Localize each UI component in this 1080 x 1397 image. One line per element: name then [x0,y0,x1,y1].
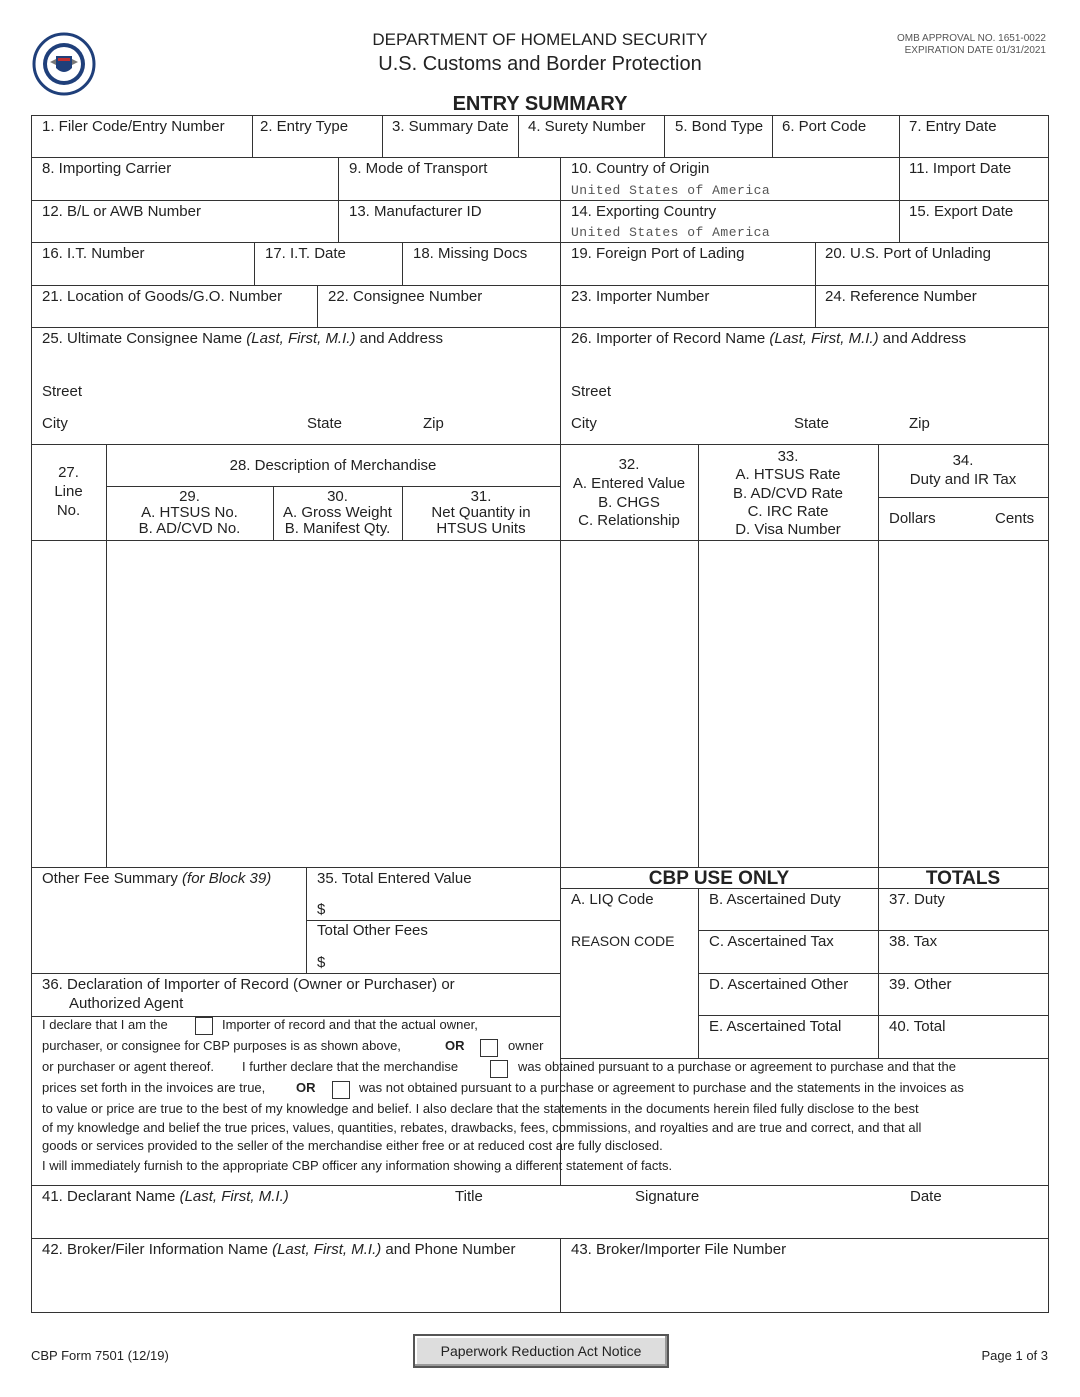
declaration-or-2: OR [296,1080,316,1095]
declaration-line-3c: was obtained pursuant to a purchase or agreement to purchase and that the [518,1059,956,1074]
consignee-street-label: Street [42,383,83,400]
declaration-line-1 [42,1015,168,1036]
name-format-hint: (Last, First, M.I.) [272,1241,382,1258]
consignee-city-label: City [42,415,68,432]
col-28-description: 28. Description of Merchandise [229,457,437,474]
declaration-owner: owner [508,1038,544,1053]
declaration-line-2: purchaser, or consignee for CBP purposes is as shown above, [42,1038,401,1053]
declaration-or-1: OR [445,1038,465,1053]
field-label-signature: Signature [635,1188,700,1205]
cbp-use-only-heading: CBP USE ONLY [648,868,790,889]
declaration-heading-line2: Authorized Agent [69,995,184,1012]
col-33-adcvd-rate: B. AD/CVD Rate [732,485,844,502]
declaration-line-8: I will immediately furnish to the appropriate CBP officer any information showing a different statement of facts. [42,1158,673,1173]
col-27-no: No. [56,502,81,519]
col-33-visa-number: D. Visa Number [735,521,841,538]
field-label-import-date: 11. Import Date [909,160,1012,177]
declaration-line-3b: I further declare that the merchandise [242,1059,459,1074]
field-label-importer-of-record [571,330,966,347]
field-label-bond-type: 5. Bond Type [675,118,764,135]
field-label-ascertained-duty: B. Ascertained Duty [709,891,841,908]
importer-city-label: City [571,415,597,432]
field-label-surety-number: 4. Surety Number [528,118,646,135]
field-label-foreign-port-lading: 19. Foreign Port of Lading [571,245,745,262]
declaration-line-1b: Importer of record and that the actual owner, [222,1017,478,1032]
declaration-line-4b: was not obtained pursuant to a purchase or agreement to purchase and the statements in the invoices as [359,1080,964,1095]
col-30-manifest-qty: B. Manifest Qty. [284,520,391,537]
field-label-missing-docs: 18. Missing Docs [413,245,528,262]
field-label-port-code: 6. Port Code [782,118,867,135]
field-label-total: 40. Total [889,1018,946,1035]
field-label-location-of-goods: 21. Location of Goods/G.O. Number [42,288,283,305]
col-30-number: 30. [327,488,348,505]
field-label-importer-number: 23. Importer Number [571,288,710,305]
field-label-reason-code: REASON CODE [571,933,675,949]
field-label-reference-number: 24. Reference Number [825,288,977,305]
field-label-title: Title [455,1188,483,1205]
department-name: DEPARTMENT OF HOMELAND SECURITY [372,30,708,49]
col-29-adcvd: B. AD/CVD No. [138,520,241,537]
col-32-chgs: B. CHGS [598,494,660,511]
field-label-total-entered-value: 35. Total Entered Value [317,870,472,887]
declarant-name-text: 41. Declarant Name [42,1188,180,1205]
importer-of-record-checkbox[interactable] [195,1017,213,1035]
owner-checkbox[interactable] [480,1039,498,1057]
form-title: ENTRY SUMMARY [452,93,628,115]
col-30-gross-weight: A. Gross Weight [283,504,392,521]
paperwork-reduction-notice-button[interactable]: Paperwork Reduction Act Notice [413,1334,669,1368]
declaration-line-7: goods or services provided to the seller of the merchandise either free or at reduced cost are fully disclosed. [42,1138,663,1153]
field-label-bl-awb-number: 12. B/L or AWB Number [42,203,201,220]
form-identifier: CBP Form 7501 (12/19) [31,1348,169,1363]
country-of-origin-value[interactable]: United States of America [571,183,771,198]
exporting-country-value[interactable]: United States of America [571,225,771,240]
consignee-state-label: State [307,415,343,432]
line-items-area[interactable] [32,541,1048,867]
declaration-heading-line1: 36. Declaration of Importer of Record (Owner or Purchaser) or [42,976,455,993]
field-label-tax: 38. Tax [889,933,938,950]
name-format-hint: (Last, First, M.I.) [179,1188,289,1205]
field-label-other: 39. Other [889,976,952,993]
col-31-htsus-units: HTSUS Units [436,520,526,537]
field-label-liq-code: A. LIQ Code [571,891,654,908]
total-other-fees-dollar: $ [317,954,326,971]
col-33-irc-rate: C. IRC Rate [747,503,829,520]
field-label-broker-file-number: 43. Broker/Importer File Number [571,1241,787,1258]
field-label-it-number: 16. I.T. Number [42,245,145,262]
broker-filer-text: 42. Broker/Filer Information Name [42,1241,273,1258]
col-27-line: Line [54,483,83,500]
field-label-entry-date: 7. Entry Date [909,118,997,135]
field-label-ultimate-consignee [42,330,443,347]
field-label-summary-date: 3. Summary Date [392,118,509,135]
field-label-duty: 37. Duty [889,891,945,908]
field-label-ascertained-tax: C. Ascertained Tax [709,933,834,950]
other-fee-summary-text: Other Fee Summary [42,870,183,887]
declaration-line-3a: or purchaser or agent thereof. [42,1059,214,1074]
field-label-us-port-unlading: 20. U.S. Port of Unlading [825,245,991,262]
field-label-declarant-name [42,1188,289,1205]
field-label-entry-type: 2. Entry Type [260,118,349,135]
field-label-ascertained-other: D. Ascertained Other [709,976,849,993]
field-label-importing-carrier: 8. Importing Carrier [42,160,172,177]
declaration-line-6: of my knowledge and belief the true prices, values, quantities, rebates, drawbacks, fees, commissions, and royalties and are true and correct, and that all [42,1120,922,1135]
importer-of-record-label: 26. Importer of Record Name [571,330,770,347]
col-31-number: 31. [470,488,492,505]
field-label-it-date: 17. I.T. Date [265,245,346,262]
col-32-number: 32. [618,456,640,473]
field-label-date: Date [910,1188,942,1205]
field-label-manufacturer-id: 13. Manufacturer ID [349,203,482,220]
totals-heading: TOTALS [925,868,1001,889]
other-fee-summary-label [42,870,271,887]
field-label-total-other-fees: Total Other Fees [317,922,428,939]
purchase-agreement-checkbox[interactable] [490,1060,508,1078]
field-label-consignee-number: 22. Consignee Number [328,288,483,305]
importer-zip-label: Zip [909,415,930,432]
declaration-line-5: to value or price are true to the best of my knowledge and belief. I also declare that the statements in the documents herein filed fully disclose to the best [42,1101,919,1116]
field-label-country-of-origin: 10. Country of Origin [571,160,710,177]
field-label-broker-filer-info [42,1241,516,1258]
address-suffix: and Address [878,330,967,347]
name-format-hint: (Last, First, M.I.) [769,330,879,347]
col-27-number: 27. [58,464,79,481]
consignee-zip-label: Zip [423,415,444,432]
agency-name: U.S. Customs and Border Protection [378,53,702,75]
declaration-line-4a: prices set forth in the invoices are true, [42,1080,266,1095]
field-label-filer-code: 1. Filer Code/Entry Number [42,118,225,135]
col-29-number: 29. [179,488,200,505]
field-label-exporting-country: 14. Exporting Country [571,203,717,220]
total-entered-value-dollar: $ [317,901,326,918]
phone-suffix: and Phone Number [381,1241,516,1258]
col-33-number: 33. [777,448,799,465]
field-label-ascertained-total: E. Ascertained Total [709,1018,842,1035]
importer-state-label: State [794,415,830,432]
dhs-seal [30,32,98,96]
col-34-dollars: Dollars [889,510,936,527]
col-34-duty-ir-tax: Duty and IR Tax [909,471,1017,488]
page-number: Page 1 of 3 [981,1348,1048,1363]
field-label-export-date: 15. Export Date [909,203,1014,220]
address-suffix: and Address [355,330,443,347]
col-31-net-quantity: Net Quantity in [431,504,531,521]
field-label-mode-of-transport: 9. Mode of Transport [349,160,488,177]
ultimate-consignee-label: 25. Ultimate Consignee Name [42,330,247,347]
declaration-text: I declare that I am the [42,1017,168,1032]
col-33-htsus-rate: A. HTSUS Rate [735,466,841,483]
name-format-hint: (Last, First, M.I.) [246,330,356,347]
expiration-date: EXPIRATION DATE 01/31/2021 [904,45,1046,56]
no-purchase-agreement-checkbox[interactable] [332,1081,350,1099]
importer-street-label: Street [571,383,612,400]
other-fee-block-hint: (for Block 39) [182,870,272,887]
omb-approval: OMB APPROVAL NO. 1651-0022 [897,33,1046,44]
col-32-relationship: C. Relationship [578,512,680,529]
col-34-number: 34. [952,452,974,469]
col-32-entered-value: A. Entered Value [572,475,686,492]
col-34-cents: Cents [995,510,1035,527]
col-29-htsus: A. HTSUS No. [141,504,238,521]
